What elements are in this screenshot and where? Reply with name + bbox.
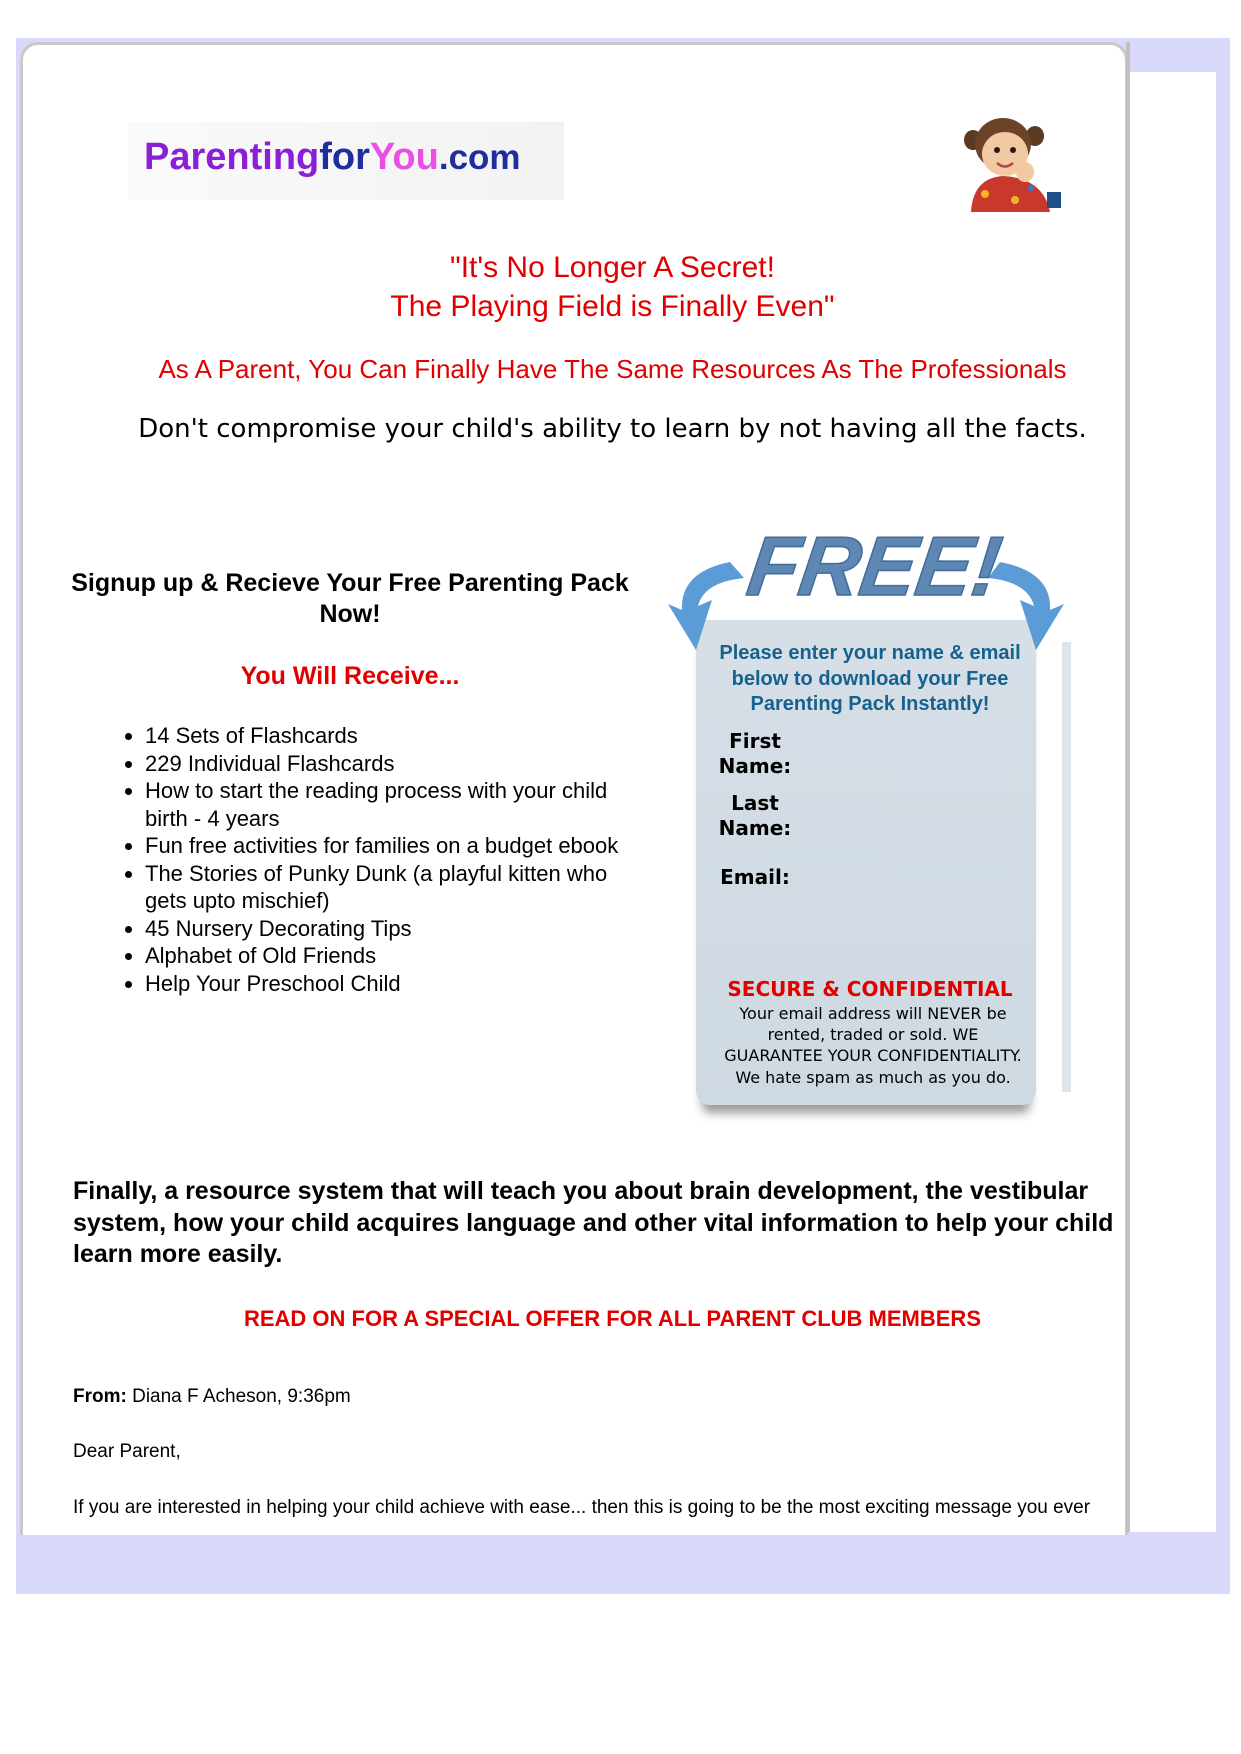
list-item: • 45 Nursery Decorating Tips: [145, 915, 625, 943]
logo-part-parenting: Parenting: [144, 136, 320, 178]
email-label: Email:: [720, 865, 790, 889]
secure-text: Your email address will NEVER be rented, traded or sold. WE GUARANTEE YOUR CONFIDENTIALITY.: [724, 1004, 1022, 1065]
right-margin-panel: [1130, 72, 1216, 1532]
special-offer-callout: READ ON FOR A SPECIAL OFFER FOR ALL PARENT CLUB MEMBERS: [243, 1306, 981, 1331]
logo-text: [144, 136, 521, 179]
body-paragraph-finally: Finally, a resource system that will teach you about brain development, the vestibular system, how your child acquires language and other vital information to help your child learn more easily.: [73, 1177, 1114, 1268]
logo-part-com: .com: [438, 138, 521, 177]
last-name-label: Last Name:: [718, 791, 792, 840]
list-item: • 229 Individual Flashcards: [145, 750, 625, 778]
from-line: [73, 1386, 351, 1408]
receive-label: You Will Receive...: [240, 662, 460, 690]
form-intro: Please enter your name & email below to download your Free Parenting Pack Instantly!: [719, 642, 1021, 715]
headline-line-1: "It's No Longer A Secret!: [450, 251, 775, 284]
list-item: • 14 Sets of Flashcards: [145, 722, 625, 750]
secure-title: SECURE & CONFIDENTIAL: [727, 977, 1013, 1001]
card-edge: [1126, 42, 1130, 1532]
free-banner: [660, 500, 1080, 650]
intro-paragraph: If you are interested in helping your child achieve with ease... then this is going to be the most exciting message you ever: [73, 1497, 1091, 1518]
spam-text: We hate spam as much as you do.: [735, 1068, 1011, 1087]
subheadline: As A Parent, You Can Finally Have The Same Resources As The Professionals: [158, 354, 1067, 384]
tagline: Don't compromise your child's ability to learn by not having all the facts.: [138, 414, 1087, 444]
logo-part-for: for: [319, 136, 370, 178]
child-photo: [955, 112, 1065, 212]
free-banner-text: FREE!: [742, 519, 1008, 613]
headline-line-2: The Playing Field is Finally Even": [390, 290, 835, 323]
first-name-label: First Name:: [718, 729, 792, 778]
from-label: From:: [73, 1386, 127, 1407]
list-item: • How to start the reading process with your child birth - 4 years: [145, 777, 625, 832]
list-item: • The Stories of Punky Dunk (a playful kitten who gets upto mischief): [145, 860, 625, 915]
greeting: Dear Parent,: [73, 1441, 181, 1462]
site-logo[interactable]: [128, 122, 564, 200]
signup-heading: Signup up & Recieve Your Free Parenting Pack Now!: [71, 569, 629, 628]
benefits-list: [125, 722, 625, 997]
list-item: • Alphabet of Old Friends: [145, 942, 625, 970]
signup-form-box: [660, 500, 1080, 1145]
logo-part-you: You: [369, 136, 439, 178]
main-headline: [200, 248, 1025, 326]
form-side-bar: [1062, 642, 1071, 1092]
from-value: Diana F Acheson, 9:36pm: [126, 1386, 351, 1407]
list-item: • Help Your Preschool Child: [145, 970, 625, 998]
list-item: • Fun free activities for families on a budget ebook: [145, 832, 625, 860]
